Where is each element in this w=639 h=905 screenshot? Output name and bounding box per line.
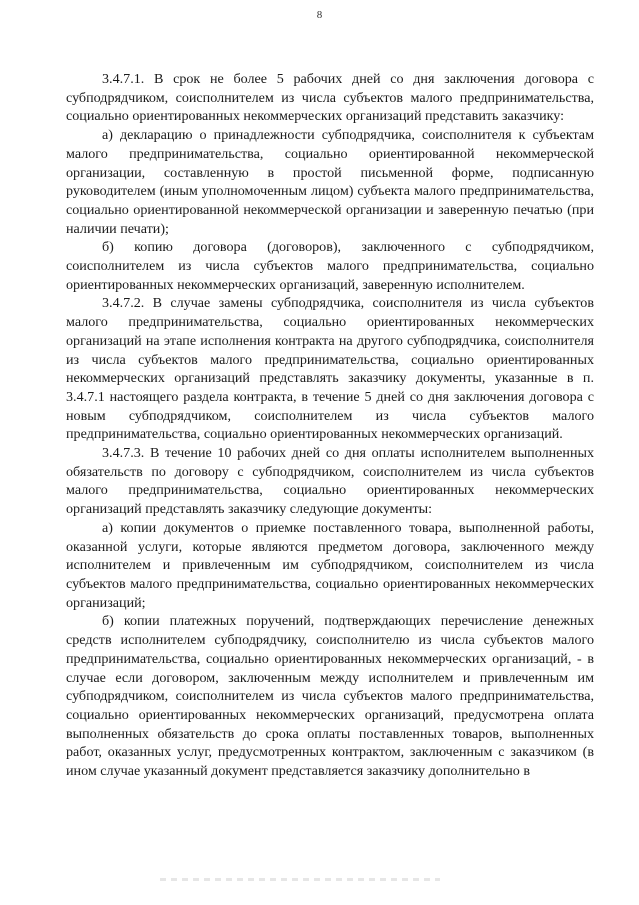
paragraph-item-a-declaration: а) декларацию о принадлежности субподрядчика, соисполнителя к субъектам малого предпринимательства, социально ориентированной некоммерческой организации, составленную в простой письменной форме, подписанную руководителем (иным уполномоченным лицом) субъекта малого предпринимательства, социально ориентированной некоммерческой организации и заверенную печатью (при наличии печати); (66, 127, 594, 237)
paragraph-3-4-7-3: 3.4.7.3. В течение 10 рабочих дней со дня оплаты исполнителем выполненных обязательств по договору с субподрядчиком, соисполнителем из числа субъектов малого предпринимательства, социально ориентированных некоммерческих организаций представлять заказчику следующие документы: (66, 445, 594, 518)
paragraph-3-4-7-1: 3.4.7.1. В срок не более 5 рабочих дней со дня заключения договора с субподрядчиком, соисполнителем из числа субъектов малого предпринимательства, социально ориентированных некоммерческих организаций представить заказчику: (66, 71, 594, 125)
document-body (66, 70, 594, 781)
paragraph-item-a-acceptance-docs: а) копии документов о приемке поставленного товара, выполненной работы, оказанной услуги, которые являются предметом договора, заключенного между исполнителем и привлеченным им субподрядчиком, соисполнителем из числа субъектов малого предпринимательства, социально ориентированных некоммерческих организаций; (66, 519, 594, 611)
paragraph-3-4-7-2: 3.4.7.2. В случае замены субподрядчика, соисполнителя из числа субъектов малого предпринимательства, социально ориентированных некоммерческих организаций на этапе исполнения контракта на другого субподрядчика, соисполнителя из числа субъектов малого предпринимательства, социально ориентированных некоммерческих организаций представлять заказчику документы, указанные в п. 3.4.7.1 настоящего раздела контракта, в течение 5 дней со дня заключения договора с новым субподрядчиком, соисполнителем из числа субъектов малого предпринимательства, социально ориентированных некоммерческих организаций. (66, 295, 594, 443)
paragraph-item-b-contract-copy: б) копию договора (договоров), заключенного с субподрядчиком, соисполнителем из числа субъектов малого предпринимательства, социально ориентированных некоммерческих организаций, заверенную исполнителем. (66, 239, 594, 293)
page-number: 8 (316, 9, 323, 21)
scan-artifact (160, 878, 440, 881)
paragraph-item-b-payment-orders: б) копии платежных поручений, подтверждающих перечисление денежных средств исполнителем субподрядчику, соисполнителю из числа субъектов малого предпринимательства, социально ориентированных некоммерческих организаций, - в случае если договором, заключенным между исполнителем и привлеченным им субподрядчиком, соисполнителем из числа субъектов малого предпринимательства, социально ориентированных некоммерческих организаций, предусмотрена оплата выполненных обязательств до срока оплаты поставленных товаров, выполненных работ, оказанных услуг, предусмотренных контрактом, заключенным с заказчиком (в ином случае указанный документ представляется заказчику дополнительно в (66, 613, 594, 780)
